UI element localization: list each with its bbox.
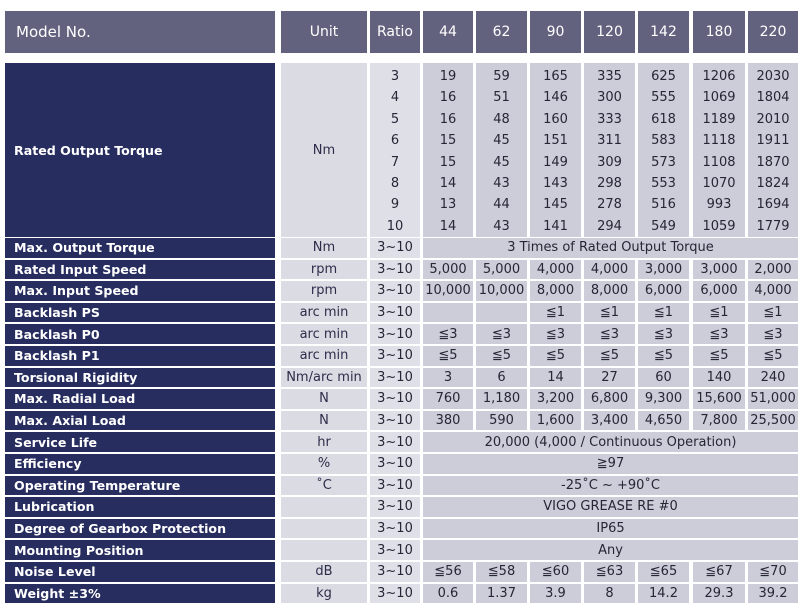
spec-value: 4,000 [530, 260, 581, 280]
spec-value: 14.2 [638, 584, 689, 604]
spec-unit: N [281, 411, 367, 431]
spec-unit [281, 497, 367, 517]
spec-ratio: 3~10 [370, 368, 420, 388]
spec-span-value: VIGO GREASE RE #0 [423, 497, 798, 517]
spec-span-value: -25˚C ~ +90˚C [423, 476, 798, 496]
spec-value: ≦5 [530, 346, 581, 366]
torque-value: 145 [543, 197, 568, 213]
spec-value: 6,000 [693, 281, 745, 301]
spec-ratio: 3~10 [370, 324, 420, 344]
torque-column-142 [638, 63, 689, 237]
model-header-62: 62 [476, 11, 527, 53]
spec-label: Backlash P0 [5, 324, 275, 344]
unit-header: Unit [281, 11, 367, 53]
torque-value: 555 [651, 90, 676, 106]
torque-value: 14 [439, 175, 457, 191]
ratio-value: 9 [390, 197, 400, 213]
spec-value: ≦65 [638, 562, 689, 582]
torque-value: 311 [597, 133, 622, 149]
spec-value: ≦58 [476, 562, 527, 582]
spec-value: 25,500 [748, 411, 798, 431]
spec-value: ≦3 [530, 324, 581, 344]
spec-value: 1.37 [476, 584, 527, 604]
spec-label: Noise Level [5, 562, 275, 582]
spec-value: 8,000 [584, 281, 635, 301]
spec-value: ≦5 [584, 346, 635, 366]
spec-value: 1,180 [476, 389, 527, 409]
spec-span-value: Any [423, 540, 798, 560]
spec-value: 10,000 [476, 281, 527, 301]
ratio-value: 10 [386, 218, 404, 234]
spec-value: ≦3 [638, 324, 689, 344]
spec-value: ≦5 [748, 346, 798, 366]
spec-ratio: 3~10 [370, 584, 420, 604]
spec-label: Max. Radial Load [5, 389, 275, 409]
spec-ratio: 3~10 [370, 562, 420, 582]
torque-value: 43 [493, 218, 510, 234]
spec-value: ≦5 [638, 346, 689, 366]
spec-label: Mounting Position [5, 540, 275, 560]
torque-column-62 [476, 63, 527, 237]
spec-value: 0.6 [423, 584, 473, 604]
torque-column-220 [748, 63, 798, 237]
torque-value: 13 [439, 197, 457, 213]
model-header-44: 44 [423, 11, 473, 53]
model-header-220: 220 [748, 11, 798, 53]
ratio-value: 6 [390, 133, 400, 149]
spec-label: Operating Temperature [5, 476, 275, 496]
spec-value: 2,000 [748, 260, 798, 280]
torque-value: 141 [543, 218, 568, 234]
model-header: Model No. [5, 11, 275, 53]
spec-value: 7,800 [693, 411, 745, 431]
ratio-value: 5 [390, 111, 400, 127]
torque-column-120 [584, 63, 635, 237]
spec-label: Max. Output Torque [5, 238, 275, 258]
torque-value: 1059 [702, 218, 736, 234]
torque-value: 59 [493, 69, 510, 84]
spec-value: 380 [423, 411, 473, 431]
spec-ratio: 3~10 [370, 476, 420, 496]
spec-unit: % [281, 454, 367, 474]
spec-value: 8,000 [530, 281, 581, 301]
spec-value: ≦1 [584, 303, 635, 323]
torque-value: 45 [493, 133, 510, 149]
torque-value: 1070 [702, 175, 736, 191]
torque-value: 149 [543, 154, 568, 170]
torque-value: 300 [597, 90, 622, 106]
spec-unit: Nm [281, 238, 367, 258]
spec-label: Weight ±3% [5, 584, 275, 604]
spec-value: ≦5 [693, 346, 745, 366]
torque-value: 160 [543, 111, 568, 127]
torque-value: 151 [543, 133, 568, 149]
spec-ratio: 3~10 [370, 540, 420, 560]
model-header-180: 180 [693, 11, 745, 53]
ratio-value: 8 [390, 175, 400, 191]
spec-ratio: 3~10 [370, 281, 420, 301]
ratio-header: Ratio [370, 11, 420, 53]
spec-value: 51,000 [748, 389, 798, 409]
spec-value: 4,000 [584, 260, 635, 280]
torque-value: 146 [543, 90, 568, 106]
spec-ratio: 3~10 [370, 519, 420, 539]
spec-ratio: 3~10 [370, 389, 420, 409]
spec-value: 29.3 [693, 584, 745, 604]
spec-value: ≦1 [638, 303, 689, 323]
model-header-142: 142 [638, 11, 689, 53]
spec-value: 3,000 [638, 260, 689, 280]
spec-unit: dB [281, 562, 367, 582]
spec-value: ≦63 [584, 562, 635, 582]
spec-value: ≦1 [748, 303, 798, 323]
torque-value: 278 [597, 197, 622, 213]
spec-unit [281, 540, 367, 560]
spec-value: ≦56 [423, 562, 473, 582]
torque-value: 583 [651, 133, 676, 149]
torque-value: 43 [493, 175, 510, 191]
spec-value [476, 303, 527, 323]
torque-value: 51 [493, 90, 510, 106]
spec-value: 3,200 [530, 389, 581, 409]
spec-value: ≦3 [423, 324, 473, 344]
spec-value: 760 [423, 389, 473, 409]
torque-value: 48 [493, 111, 510, 127]
torque-value: 298 [597, 175, 622, 191]
torque-value: 1911 [756, 133, 790, 149]
torque-value: 1108 [702, 154, 736, 170]
spec-ratio: 3~10 [370, 497, 420, 517]
spec-label: Service Life [5, 432, 275, 452]
ratio-value: 7 [390, 154, 400, 170]
spec-value: ≦3 [693, 324, 745, 344]
torque-value: 16 [439, 90, 457, 106]
torque-value: 15 [439, 154, 457, 170]
spec-value: ≦3 [748, 324, 798, 344]
spec-value: 240 [748, 368, 798, 388]
torque-value: 2030 [756, 69, 790, 84]
spec-ratio: 3~10 [370, 303, 420, 323]
torque-value: 333 [597, 111, 622, 127]
spec-value: 3,400 [584, 411, 635, 431]
spec-ratio: 3~10 [370, 260, 420, 280]
spec-ratio: 3~10 [370, 238, 420, 258]
spec-value: 60 [638, 368, 689, 388]
torque-value: 44 [493, 197, 510, 213]
torque-value: 1779 [756, 218, 790, 234]
spec-value: 6 [476, 368, 527, 388]
spec-value: 3 [423, 368, 473, 388]
torque-value: 1804 [756, 90, 790, 106]
ratio-value: 4 [390, 90, 400, 106]
spec-span-value: ≧97 [423, 454, 798, 474]
torque-value: 19 [439, 69, 457, 84]
spec-value: 5,000 [423, 260, 473, 280]
spec-value: 3,000 [693, 260, 745, 280]
spec-value: 9,300 [638, 389, 689, 409]
spec-value: 14 [530, 368, 581, 388]
spec-unit: hr [281, 432, 367, 452]
spec-span-value: 3 Times of Rated Output Torque [423, 238, 798, 258]
spec-value: 4,650 [638, 411, 689, 431]
torque-value: 553 [651, 175, 676, 191]
rated-output-torque-label: Rated Output Torque [5, 63, 275, 237]
spec-ratio: 3~10 [370, 411, 420, 431]
spec-unit [281, 519, 367, 539]
torque-value: 16 [439, 111, 457, 127]
spec-span-value: 20,000 (4,000 / Continuous Operation) [423, 432, 798, 452]
torque-value: 993 [706, 197, 732, 213]
spec-label: Backlash P1 [5, 346, 275, 366]
spec-unit: kg [281, 584, 367, 604]
torque-value: 14 [439, 218, 457, 234]
spec-label: Lubrication [5, 497, 275, 517]
spec-unit: rpm [281, 260, 367, 280]
spec-value: 590 [476, 411, 527, 431]
spec-value: 27 [584, 368, 635, 388]
spec-value: 4,000 [748, 281, 798, 301]
rated-output-torque-unit: Nm [281, 63, 367, 237]
spec-ratio: 3~10 [370, 432, 420, 452]
model-header-120: 120 [584, 11, 635, 53]
model-header-90: 90 [530, 11, 581, 53]
torque-value: 1189 [702, 111, 736, 127]
torque-value: 1069 [702, 90, 736, 106]
spec-label: Degree of Gearbox Protection [5, 519, 275, 539]
torque-value: 549 [651, 218, 676, 234]
spec-label: Efficiency [5, 454, 275, 474]
torque-value: 573 [651, 154, 676, 170]
spec-value: ≦5 [476, 346, 527, 366]
torque-value: 335 [597, 69, 622, 84]
ratio-value: 3 [390, 69, 400, 84]
torque-value: 15 [439, 133, 457, 149]
spec-label: Backlash PS [5, 303, 275, 323]
torque-value: 1118 [702, 133, 736, 149]
spec-value: ≦70 [748, 562, 798, 582]
torque-value: 309 [597, 154, 622, 170]
spec-value: 1,600 [530, 411, 581, 431]
torque-column-44 [423, 63, 473, 237]
spec-value: 140 [693, 368, 745, 388]
spec-value: 10,000 [423, 281, 473, 301]
spec-value: ≦67 [693, 562, 745, 582]
spec-value: ≦60 [530, 562, 581, 582]
torque-value: 1206 [702, 69, 736, 84]
spec-unit: arc min [281, 324, 367, 344]
rated-output-torque-ratios [370, 63, 420, 237]
torque-value: 625 [651, 69, 676, 84]
torque-value: 1694 [756, 197, 790, 213]
torque-value: 45 [493, 154, 510, 170]
torque-value: 165 [543, 69, 568, 84]
spec-label: Max. Input Speed [5, 281, 275, 301]
torque-value: 2010 [756, 111, 790, 127]
torque-value: 516 [651, 197, 676, 213]
spec-unit: Nm/arc min [281, 368, 367, 388]
spec-unit: arc min [281, 346, 367, 366]
torque-value: 294 [597, 218, 622, 234]
torque-value: 1870 [756, 154, 790, 170]
spec-ratio: 3~10 [370, 346, 420, 366]
spec-value: 8 [584, 584, 635, 604]
spec-label: Rated Input Speed [5, 260, 275, 280]
spec-value: ≦3 [476, 324, 527, 344]
spec-unit: rpm [281, 281, 367, 301]
spec-value: ≦1 [530, 303, 581, 323]
spec-ratio: 3~10 [370, 454, 420, 474]
spec-unit: ˚C [281, 476, 367, 496]
spec-value: ≦5 [423, 346, 473, 366]
spec-value: 39.2 [748, 584, 798, 604]
spec-value: 6,000 [638, 281, 689, 301]
spec-span-value: IP65 [423, 519, 798, 539]
spec-value: 15,600 [693, 389, 745, 409]
spec-value: 3.9 [530, 584, 581, 604]
torque-value: 618 [651, 111, 676, 127]
spec-unit: N [281, 389, 367, 409]
spec-value: 5,000 [476, 260, 527, 280]
spec-label: Max. Axial Load [5, 411, 275, 431]
spec-value [423, 303, 473, 323]
spec-value: 6,800 [584, 389, 635, 409]
torque-column-180 [693, 63, 745, 237]
torque-value: 143 [543, 175, 568, 191]
spec-value: ≦1 [693, 303, 745, 323]
spec-value: ≦3 [584, 324, 635, 344]
spec-unit: arc min [281, 303, 367, 323]
spec-label: Torsional Rigidity [5, 368, 275, 388]
torque-value: 1824 [756, 175, 790, 191]
torque-column-90 [530, 63, 581, 237]
